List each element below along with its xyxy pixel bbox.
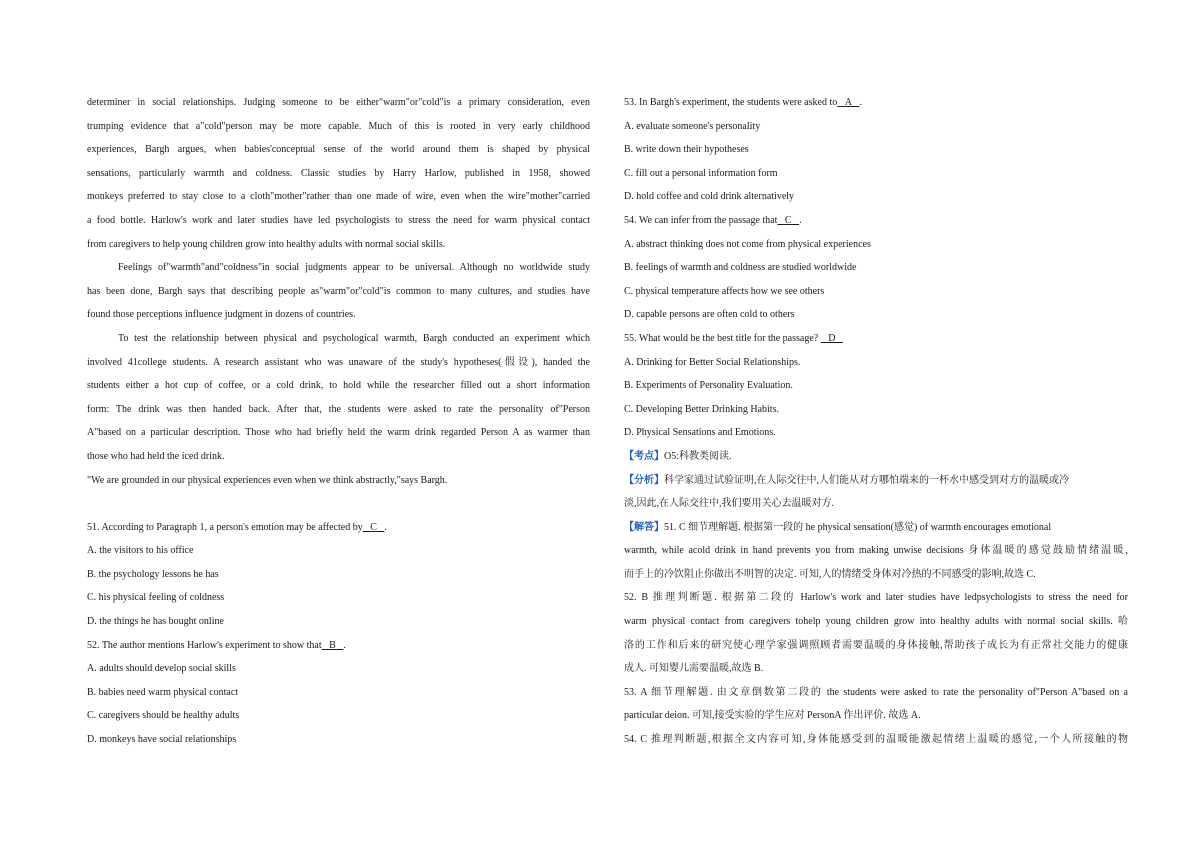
question-54: [624, 209, 1128, 327]
option-c: C. caregivers should be healthy adults: [87, 710, 240, 722]
option-a: A. abstract thinking does not come from physical experiences: [624, 238, 871, 250]
kaodian-tag: 【考点】: [624, 450, 664, 462]
text-line: students either a hot cup of coffee, or a cold drink, to hold while the researcher filled out a short information: [87, 380, 590, 392]
jieda-tag: 【解答】: [624, 521, 664, 533]
text-line: 【分析】科学家通过试验证明,在人际交往中,人们能从对方哪怕端来的一杯水中感受到对方的温暖或冷: [624, 474, 1069, 486]
option-a: A. adults should develop social skills: [87, 663, 236, 675]
left-column: [87, 91, 590, 752]
right-column: [624, 91, 1128, 752]
option-a: A. evaluate someone's personality: [624, 120, 761, 132]
option-c: C. physical temperature affects how we see others: [624, 285, 825, 297]
jieda-section: [624, 516, 1128, 752]
text-line: warmth, while acold drink in hand prevents you from making unwise decisions 身体温暖的感觉鼓励情绪温暖,: [624, 545, 1128, 557]
text-line: sensations, particularly warmth and coldness. Classic studies by Harry Harlow, published in 1958, showed: [87, 167, 590, 179]
option-b: B. write down their hypotheses: [624, 144, 749, 156]
text-line: form: The drink was then handed back. After that, the students were asked to rate the personality of"Person: [87, 403, 590, 415]
question-53: [624, 91, 1128, 209]
question-55: [624, 327, 1128, 445]
text-line: from caregivers to help young children grow into healthy adults with normal social skills.: [87, 238, 446, 250]
answer-blank: C: [370, 521, 377, 533]
question-stem: 53. In Bargh's experiment, the students were asked to A .: [624, 97, 862, 108]
text-line: trumping evidence that a"cold"person may be more capable. Much of this is rooted in very early childhood: [87, 120, 590, 132]
text-line: 【解答】51. C 细节理解题. 根据第一段的 he physical sensation(感觉) of warmth encourages emotional: [624, 521, 1052, 533]
text-line: A"based on a particular description. Those who had briefly held the warm drink regarded Person A as warmer than: [87, 427, 590, 439]
question-stem: 54. We can infer from the passage that C .: [624, 214, 802, 226]
text-line: those who had held the iced drink.: [87, 450, 225, 462]
text-line: a food bottle. Harlow's work and later studies have led psychologists to stress the need for warm physical contact: [87, 214, 590, 226]
paragraph-2: [87, 256, 590, 327]
text-line: 淡,因此,在人际交往中,我们要用关心去温暖对方.: [624, 498, 834, 510]
answer-blank: D: [828, 332, 836, 344]
fenxi-tag: 【分析】: [624, 474, 664, 486]
question-stem: 51. According to Paragraph 1, a person's emotion may be affected by C .: [87, 521, 387, 533]
option-b: B. Experiments of Personality Evaluation.: [624, 380, 793, 392]
option-d: D. monkeys have social relationships: [87, 734, 237, 746]
text-line: Feelings of"warmth"and"coldness"in social judgments appear to be universal. Although no worldwide study: [118, 262, 590, 274]
option-c: C. Developing Better Drinking Habits.: [624, 403, 779, 415]
question-stem: 52. The author mentions Harlow's experiment to show that B .: [87, 639, 346, 651]
option-b: B. the psychology lessons he has: [87, 568, 219, 580]
option-d: D. hold coffee and cold drink alternatively: [624, 191, 795, 203]
paragraph-3: [87, 327, 590, 469]
option-a: A. Drinking for Better Social Relationships.: [624, 356, 801, 368]
option-d: D. Physical Sensations and Emotions.: [624, 427, 776, 439]
text-line: found those perceptions influence judgment in dozens of countries.: [87, 309, 356, 321]
bargh-quote: "We are grounded in our physical experiences even when we think abstractly,"says Bargh.: [87, 474, 448, 486]
answer-blank: B: [329, 639, 336, 651]
text-line: 成人. 可知婴儿需要温暖,故选 B.: [624, 663, 764, 675]
text-line: 而手上的冷饮阻止你做出不明智的决定. 可知,人的情绪受身体对冷热的不同感受的影响,故选 C.: [624, 568, 1036, 580]
text-line: involved 41college students. A research assistant who was unaware of the study's hypotheses(假设), handed the: [87, 356, 590, 368]
fenxi-section: [624, 469, 1128, 516]
text-line: particular deion. 可知,接受实验的学生应对 PersonA 作出评价. 故选 A.: [624, 710, 921, 722]
option-a: A. the visitors to his office: [87, 545, 194, 557]
answer-blank: A: [844, 97, 852, 108]
option-b: B. feelings of warmth and coldness are studied worldwide: [624, 262, 857, 274]
question-51: [87, 516, 590, 634]
question-52: [87, 634, 590, 752]
text-line: 53. A 细节理解题. 由文章倒数第二段的 the students were asked to rate the personality of"Person A"based on a: [624, 686, 1128, 698]
kaodian-section: 【考点】O5:科教类阅读.: [624, 450, 732, 462]
question-stem: 55. What would be the best title for the passage? D: [624, 332, 836, 344]
text-line: experiences, Bargh argues, when babies'conceptual sense of the world around them is shaped by physical: [87, 144, 590, 156]
text-line: has been done, Bargh says that describing people as"warm"or"cold"is common to many cultures, and studies have: [87, 285, 590, 297]
option-c: C. fill out a personal information form: [624, 167, 778, 179]
option-c: C. his physical feeling of coldness: [87, 592, 225, 604]
text-line: determiner in social relationships. Judging someone to be either"warm"or"cold"is a primary consideration, even: [87, 97, 590, 108]
option-b: B. babies need warm physical contact: [87, 686, 239, 698]
text-line: 54. C 推理判断题,根据全文内容可知,身体能感受到的温暖能激起情绪上温暖的感觉,一个人所接触的物: [624, 734, 1128, 746]
answer-blank: C: [784, 214, 792, 226]
text-line: warm physical contact from caregivers tohelp young children grow into healthy adults with normal social skills. 哈: [624, 616, 1128, 628]
text-line: 52. B 推理判断题. 根据第二段的 Harlow's work and later studies have ledpsychologists to stress the need for: [624, 592, 1128, 604]
text-line: 洛的工作和后来的研究使心理学家强调照顾者需要温暖的身体接触,帮助孩子成长为有正常社交能力的健康: [624, 639, 1128, 651]
text-line: To test the relationship between physical and psychological warmth, Bargh conducted an experiment which: [118, 332, 590, 344]
text-line: monkeys preferred to stay close to a cloth"mother"rather than one made of wire, even when the wire"mother"carried: [87, 191, 590, 203]
option-d: D. capable persons are often cold to others: [624, 309, 795, 321]
paragraph-1: [87, 91, 590, 256]
option-d: D. the things he has bought online: [87, 616, 224, 628]
